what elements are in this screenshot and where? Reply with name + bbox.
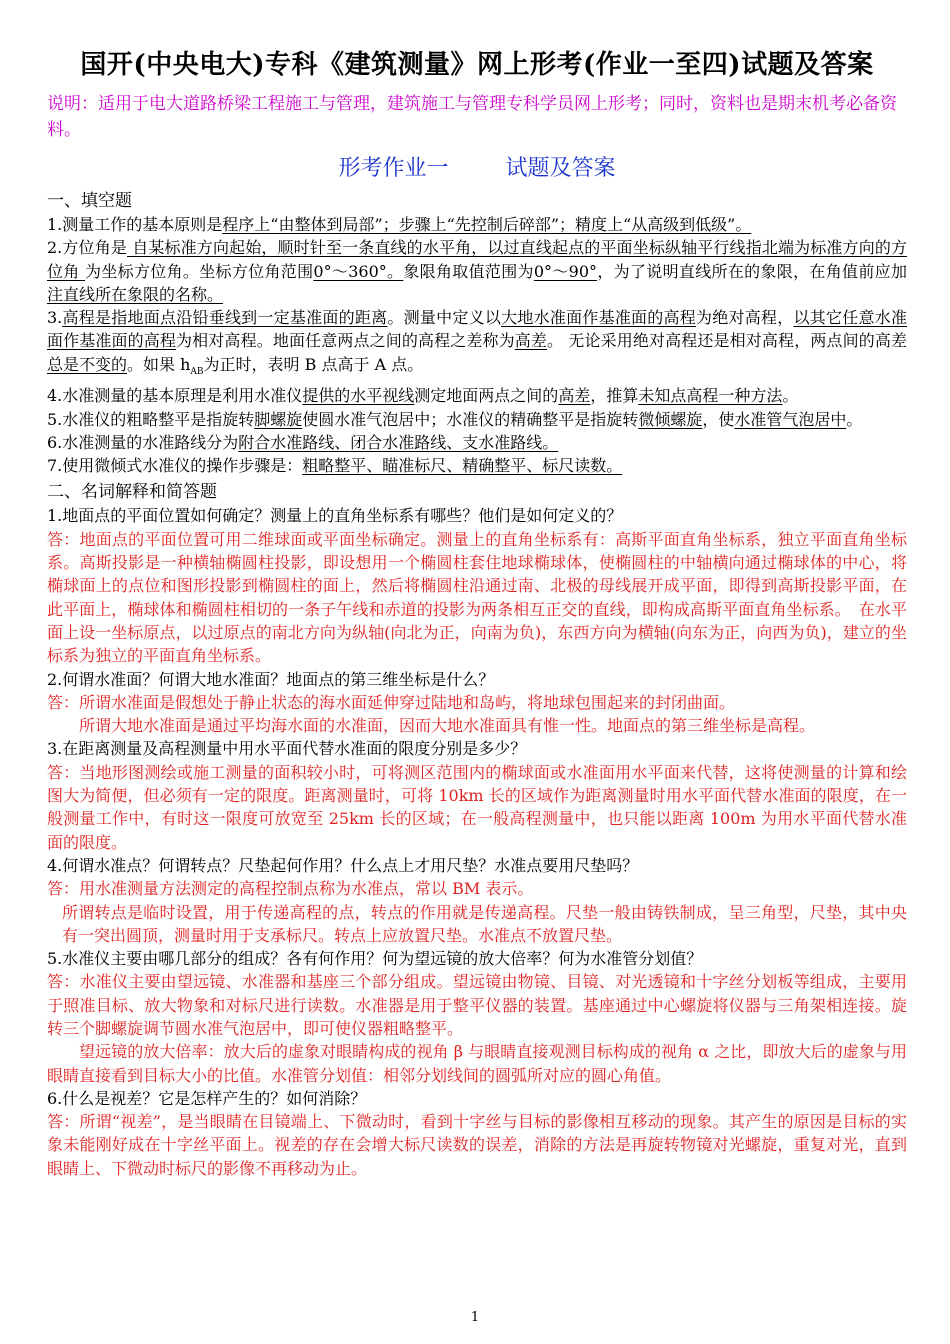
fill-question-6: 6.水准测量的水准路线分为附合水准路线、闭合水准路线、支水准路线。 [47, 432, 559, 452]
page-number: 1 [470, 1310, 480, 1325]
fill-question-3: 3.高程是指地面点沿铅垂线到一定基准面的距离。测量中定义以大地水准面作基准面的高程为绝对高程，以其它任意水准面作基准面的高程为相对高程。地面任意两点之间的高程之差称为高差。 无论采用绝对高程还是相对高程，两点间的高差总是不变的。如果 $h_{AB}$为正时，表明 B 点高于 A 点。 [47, 308, 907, 377]
qa-question-5: 5.水准仪主要由哪几部分的组成？各有何作用？何为望远镜的放大倍率？何为水准管分划值？ [47, 949, 703, 969]
qa-question-1: 1.地面点的平面位置如何确定？测量上的直角坐标系有哪些？他们是如何定义的？ [47, 506, 623, 526]
document-title: 国开(中央电大)专科《建筑测量》网上形考(作业一至四)试题及答案 [80, 50, 874, 80]
qa-answer-5b: 望远镜的放大倍率：放大后的虚象对眼睛构成的视角 β 与眼睛直接观测目标构成的视角 α 之比，即放大后的虚象与用眼睛直接看到目标大小的比值。水准管分划值：相邻分划线间的圆弧所对应的圆心角值。 [47, 1042, 907, 1085]
qa-question-3: 3.在距离测量及高程测量中用水平面代替水准面的限度分别是多少？ [47, 739, 527, 759]
qa-answer-4a: 答：用水准测量方法测定的高程控制点称为水准点，常以 BM 表示。 [47, 879, 534, 899]
fill-question-1: 1.测量工作的基本原则是程序上“由整体到局部”；步骤上“先控制后碎部”；精度上“从高级到低级”。 [47, 215, 752, 234]
qa-answer-4b: 所谓转点是临时设置，用于传递高程的点，转点的作用就是传递高程。尺垫一般由铸铁制成，呈三角型，尺垫，其中央有一突出圆顶，测量时用于支承标尺。转点上应放置尺垫。水准点不放置尺垫。 [62, 902, 907, 945]
qa-question-6: 6.什么是视差？它是怎样产生的？如何消除？ [47, 1088, 367, 1108]
notice-text: 说明：适用于电大道路桥梁工程施工与管理，建筑施工与管理专科学员网上形考；同时，资料也是期末机考必备资料。 [47, 94, 897, 140]
qa-answer-3: 答：当地形图测绘或施工测量的面积较小时，可将测区范围内的椭球面或水准面用水平面来代替，这将使测量的计算和绘图大为简便，但必须有一定的限度。距离测量时，可将 10km 长的区域作为距离测量时用水平面代替水准面的限度，在一般测量工作中，有时这一限度可放宽至 25km 长的区域；在一般高程测量中，也只能以距离 100m 为用水平面代替水准面的限度。 [47, 762, 907, 852]
qa-answer-2b: 所谓大地水准面是通过平均海水面的水准面，因而大地水准面具有惟一性。地面点的第三维坐标是高程。 [79, 716, 816, 736]
qa-answer-6: 答：所谓“视差”，是当眼睛在目镜端上、下微动时，看到十字丝与目标的影像相互移动的现象。其产生的原因是目标的实象未能刚好成在十字丝平面上。视差的存在会增大标尺读数的误差，消除的方法是再旋转物镜对光螺旋，重复对光，直到眼睛上、下微动时标尺的影像不再移动为止。 [47, 1112, 907, 1178]
assignment-heading [47, 151, 907, 182]
assignment-subtitle: 试题及答案 [505, 156, 616, 181]
fill-question-7: 7.使用微倾式水准仪的操作步骤是：粗略整平、瞄准标尺、精确整平、标尺读数。 [47, 456, 623, 476]
qa-question-2: 2.何谓水准面？何谓大地水准面？地面点的第三维坐标是什么？ [47, 669, 495, 689]
qa-answer-2a: 答：所谓水准面是假想处于静止状态的海水面延伸穿过陆地和岛屿，将地球包围起来的封闭曲面。 [47, 692, 736, 712]
document-page [47, 44, 907, 1180]
section-heading-qa: 二、名词解释和简答题 [47, 482, 217, 503]
assignment-title: 形考作业一 [338, 156, 449, 181]
section-heading-fill: 一、填空题 [47, 191, 132, 211]
fill-question-4: 4.水准测量的基本原理是利用水准仪提供的水平视线测定地面两点之间的高差，推算未知点高程一种方法。 [47, 386, 799, 406]
qa-answer-1: 答：地面点的平面位置可用二维球面或平面坐标确定。测量上的直角坐标系有：高斯平面直角坐标系，独立平面直角坐标系。高斯投影是一种横轴椭圆柱投影，即设想用一个椭圆柱套住地球椭球体，使椭圆柱的中轴横向通过椭球体的中心，将椭球面上的点位和图形投影到椭圆柱的面上，然后将椭圆柱沿通过南、北极的母线展开成平面，即得到高斯投影平面，在此平面上，椭球体和椭圆柱相切的一条子午线和赤道的投影为两条相互正交的直线，即构成高斯平面直角坐标系。 在水平面上设一坐标原点，以过原点的南北方向为纵轴(向北为正，向南为负)，东西方向为横轴(向东为正，向西为负)，建立的坐标系为独立的平面直角坐标系。 [47, 529, 907, 666]
qa-answer-5a: 答：水准仪主要由望远镜、水准器和基座三个部分组成。望远镜由物镜、目镜、对光透镜和十字丝分划板等组成，主要用于照准目标、放大物象和对标尺进行读数。水准器是用于整平仪器的装置。基座通过中心螺旋将仪器与三角架相连接。旋转三个脚螺旋调节圆水准气泡居中，即可使仪器粗略整平。 [47, 972, 907, 1038]
qa-question-4: 4.何谓水准点？何谓转点？尺垫起何作用？什么点上才用尺垫？水准点要用尺垫吗？ [47, 855, 639, 875]
fill-question-5: 5.水准仪的粗略整平是指旋转脚螺旋使圆水准气泡居中；水准仪的精确整平是指旋转微倾螺旋，使水准管气泡居中。 [47, 409, 863, 429]
fill-question-2: 2.方位角是 自某标准方向起始，顺时针至一条直线的水平角，以过直线起点的平面坐标纵轴平行线指北端为标准方向的方位角 为坐标方位角。坐标方位角范围0°～360°。象限角取值范围为0°～90°，为了说明直线所在的象限，在角值前应加注直线所在象限的名称。 [47, 238, 907, 304]
